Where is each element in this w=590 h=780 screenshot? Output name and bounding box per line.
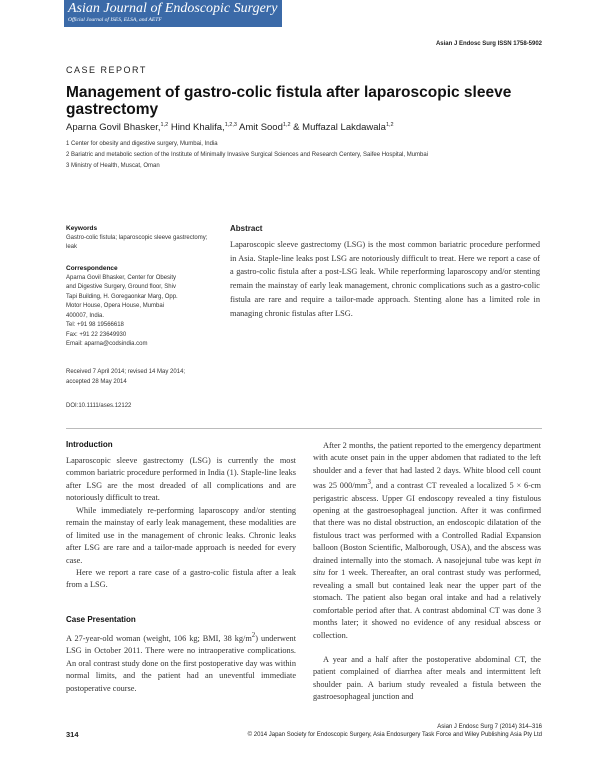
keywords-block (66, 224, 211, 253)
right-paragraph (313, 440, 541, 642)
case-heading: Case Presentation (66, 615, 136, 624)
footer-copyright: © 2014 Japan Society for Endoscopic Surgery, Asia Endosurgery Task Force and Wiley Publishing Asia Pty Ltd (247, 732, 542, 738)
author-affil: 1,2 (160, 122, 169, 128)
abstract-text: Laparoscopic sleeve gastrectomy (LSG) is the most common bariatric procedure performed in Asia. Staple-line leaks post LSG are notoriously difficult to treat. Here we report a case of a gastro-colic fistula after a post-LSG leak. While reperforming laparoscopy and/or stenting remain the mainstay of early leak management, chronic complications such as a gastro-colic fistula are rare and require a tailor-made approach. Stenting alone has a limited role in managing chronic fistulas after LSG. (230, 240, 540, 318)
case-text: ) underwent LSG in October 2011. There were no intraoperative complications. An oral contrast study done on the first postoperative day was within normal limits, and the patient had an uneventful immediate postoperative course. (66, 633, 296, 693)
keywords-text: Gastro-colic fistula; laparoscopic sleeve gastrectomy; leak (66, 234, 208, 250)
journal-banner (64, 0, 282, 27)
accepted-date: accepted 28 May 2014 (66, 378, 127, 385)
case-paragraph (66, 630, 296, 695)
correspondence-email: Email: aparna@codsindia.com (66, 341, 148, 347)
keywords-heading: Keywords (66, 225, 98, 232)
author-list (66, 122, 394, 133)
intro-paragraph: While immediately re-performing laparoscopy and/or stenting remain the mainstay of early leak management, these modalities are of limited use in the management of chronic leaks. Chronic leaks after LSG are rare and a tailor-made approach is needed for every case. (66, 506, 296, 565)
journal-issn: Asian J Endosc Surg ISSN 1758-5902 (435, 41, 542, 47)
right-text: , and a contrast CT revealed a localized 5 × 6-cm perigastric abscess. Upper GI endoscopy revealed a tiny fistulous opening at the gastroesophageal junction. After it was confirmed that there was no distal obstruction, an endoscopic dilatation of the fistulous tract was performed with a Controlled Radial Expansion balloon (Boston Scientific, Malborough, USA), and the abscess was drained internally into the stomach. A nasojejunal tube was kept (313, 481, 541, 565)
section-divider (66, 428, 542, 429)
intro-paragraph: Laparoscopic sleeve gastrectomy (LSG) is currently the most common bariatric procedure performed in India (1). Staple-line leaks after LSG are the most dreaded of all complications and are notoriously difficult to treat. (66, 456, 296, 503)
author-affil: 1,2,3 (224, 122, 237, 128)
affiliation-1: 1 Center for obesity and digestive surgery, Mumbai, India (66, 141, 218, 147)
right-text: After 2 months, the patient reported to the emergency department with acute onset pain in the upper abdomen that radiated to the left shoulder and a fever that had lasted 2 days. White blood cell count was 25 000/mm (313, 441, 541, 491)
article-title: Management of gastro-colic fistula after laparoscopic sleeve gastrectomy (66, 84, 512, 118)
author-affil: 1,2 (385, 122, 394, 128)
footer-citation: Asian J Endosc Surg 7 (2014) 314–316 (437, 724, 542, 730)
correspondence-phone: Tel: +91 98 19566618 (66, 322, 124, 328)
correspondence-line: 400007, India. (66, 312, 105, 319)
page-number: 314 (66, 730, 79, 739)
right-paragraph: A year and a half after the postoperative abdominal CT, the patient complained of diarrhea after meals and intermittent left shoulder pain. A barium study revealed a fistula between the gastroesophageal junction and (313, 655, 541, 702)
correspondence-heading: Correspondence (66, 265, 118, 272)
received-date: Received 7 April 2014; revised 14 May 2014; (66, 369, 186, 375)
journal-title: Asian Journal of Endoscopic Surgery (68, 1, 278, 16)
abstract-heading: Abstract (230, 224, 263, 233)
right-em: in situ (313, 555, 541, 578)
affiliation-2: 2 Bariatric and metabolic section of the Institute of Minimally Invasive Surgical Sciences and Research Centery, Saifee Hospital, Mumbai (66, 152, 429, 158)
correspondence-fax: Fax: +91 22 23649930 (66, 331, 127, 338)
author-name: Amit Sood (236, 122, 283, 134)
doi: DOI:10.1111/ases.12122 (66, 403, 132, 409)
article-type: CASE REPORT (66, 65, 147, 75)
journal-subtitle: Official Journal of ISES, ELSA, and AETF (68, 17, 162, 23)
right-sup: 3 (367, 479, 371, 487)
intro-heading: Introduction (66, 440, 113, 449)
author-name: & Muffazal Lakdawala (290, 122, 386, 134)
intro-paragraph: Here we report a rare case of a gastro-colic fistula after a leak from a LSG. (66, 568, 296, 590)
correspondence-line: Tapi Building, H. Goregaonkar Marg, Opp. (66, 293, 178, 300)
author-name: Aparna Govil Bhasker, (66, 122, 161, 134)
affiliation-3: 3 Ministry of Health, Muscat, Oman (66, 163, 160, 169)
author-name: Hind Khalifa, (168, 122, 225, 134)
dates-block (66, 368, 211, 387)
right-text: for 1 week. Thereafter, an oral contrast study was performed, revealing a small but contained leak near the upper part of the stomach. The patient also began oral intake and had a relatively comfortable period after that. A contrast abdominal CT was done 3 months later; it showed no evidence of any residual abscess or collection. (313, 568, 541, 640)
case-text: A 27-year-old woman (weight, 106 kg; BMI, 38 kg/m (66, 633, 252, 643)
case-sup: 2 (251, 632, 256, 639)
author-affil: 1,2 (282, 122, 291, 128)
correspondence-line: Motor House, Opera House, Mumbai (66, 303, 165, 309)
correspondence-line: Aparna Govil Bhasker, Center for Obesity (66, 274, 177, 281)
correspondence-block (66, 264, 211, 350)
correspondence-line: and Digestive Surgery, Ground floor, Shiv (66, 284, 176, 290)
